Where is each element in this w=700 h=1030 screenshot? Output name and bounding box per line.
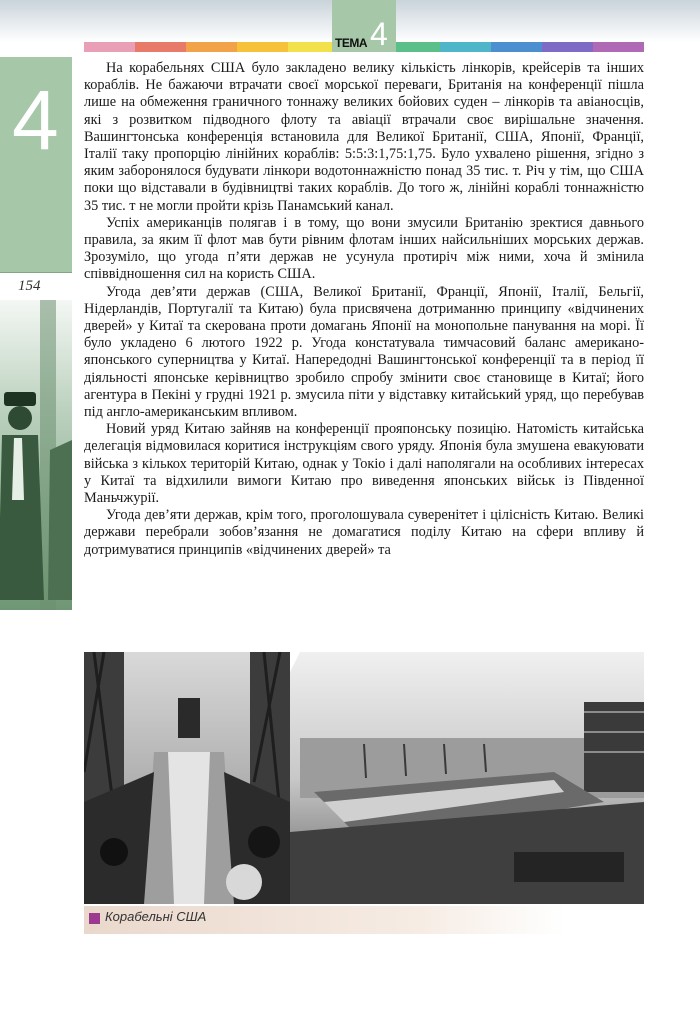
caption-marker (89, 913, 100, 924)
page-number-divider (0, 272, 72, 273)
stripe-segment (593, 42, 644, 52)
stripe-segment (288, 42, 339, 52)
topic-label: ТЕМА (335, 36, 367, 50)
paragraph: Угода дев’яти держав, крім того, проголошувала суверенітет і цілісність Китаю. Великі держави перебрали зобов’язання не домагатися поділу Китаю на сфери впливу й дотримуватися принципів «відчинених дверей» та (84, 507, 644, 558)
paragraph: На корабельнях США було закладено велику кількість лінкорів, крейсерів та інших кораблів. Не бажаючи втрачати своєї морської переваги, Британія на конференції пішла лише на обмеження граничного тоннажу великих бойових суден – лінкорів та авіаносців, які з розвитком підводного флоту та авіації втрачали своє вирішальне значення. Вашингтонська конференція встановила для Великої Британії, США, Японії, Франції, Італії таку пропорцію лінійних кораблів: 5:5:3:1,75:1,75. Було ухвалено рішення, згідно з яким заборонялося будувати лінкори водотоннажністю понад 35 тис. т. Річ у тім, що США поки що відставали в будівництві таких кораблів. До того ж, лінійні кораблі тоннажністю 35 тис. т не могли пройти крізь Панамський канал. (84, 60, 644, 214)
paragraph: Успіх американців полягав і в тому, що вони змусили Британію зректися давнього правила, за яким її флот мав бути рівним флотам інших найсильніших морських держав. Зрозуміло, що угода п’яти держав не усунула протиріч між ними, хоча й змінила співвідношення сил на користь США. (84, 214, 644, 283)
stripe-segment (84, 42, 135, 52)
stripe-segment (491, 42, 542, 52)
ship-launch-photo (84, 652, 290, 904)
page-number: 154 (18, 278, 41, 294)
stripe-segment (237, 42, 288, 52)
shipyard-photos (84, 652, 644, 904)
sidebar-photo (0, 300, 72, 610)
topic-number: 4 (370, 16, 388, 52)
stripe-segment (440, 42, 491, 52)
harbor-photo (290, 652, 644, 904)
body-text (84, 60, 644, 559)
stripe-segment (389, 42, 440, 52)
stripe-segment (542, 42, 593, 52)
figure-caption: Корабельні США (105, 909, 207, 924)
paragraph: Новий уряд Китаю зайняв на конференції прояпонську позицію. Натомість китайська делегація відмовилася коритися інструкціям свого уряду. Японія була змушена евакуювати війська з кількох територій Китаю, однак у Токіо і далі наполягали на особливих інтересах у Китаї та відхилили вимоги Китаю про виведення японських військ із Південної Маньчжурії. (84, 421, 644, 507)
stripe-segment (186, 42, 237, 52)
paragraph: Угода дев’яти держав (США, Великої Британії, Франції, Японії, Італії, Бельгії, Нідерландів, Португалії та Китаю) була присвячена дотриманню принципу «відчинених дверей» у Китаї та скерована проти домагань Японії на монопольне панування на морі. Її було укладено 6 лютого 1922 р. Угода констатувала тимчасовий баланс американо-японського суперництва у Китаї. Напередодні Вашингтонської конференції та в період її діяльності японське керівництво зробило спробу змінити своє становище в Китаї; його агентура в Пекіні у грудні 1921 р. змусила піти у відставку китайський уряд, що перебував під англо-американським впливом. (84, 283, 644, 421)
stripe-segment (135, 42, 186, 52)
chapter-number: 4 (12, 73, 59, 167)
